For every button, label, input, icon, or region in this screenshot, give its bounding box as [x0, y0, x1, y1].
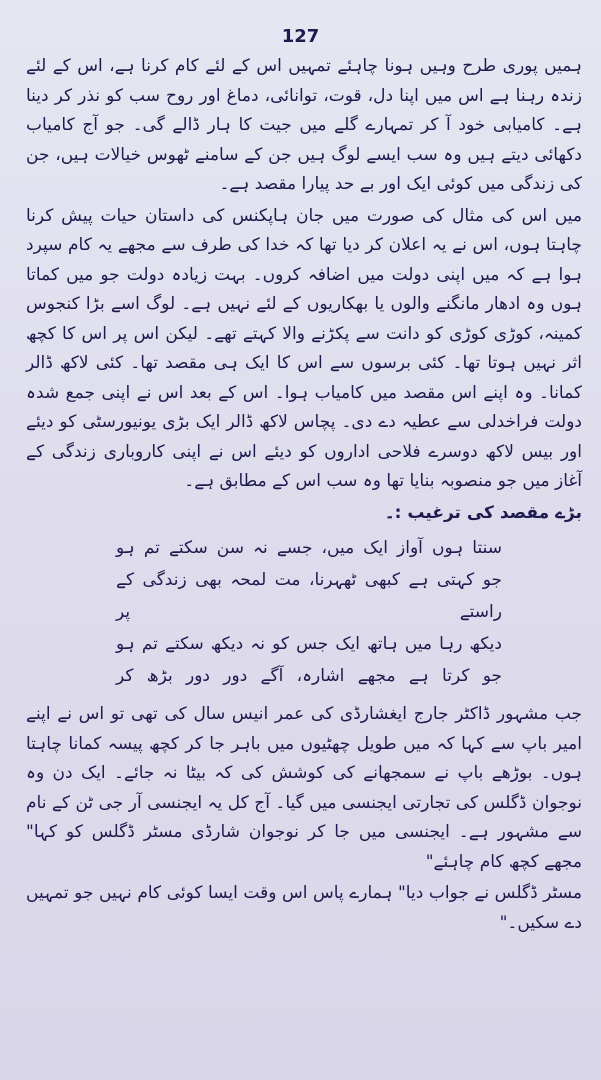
paragraph: میں اس کی مثال کی صورت میں جان ہاپکنس کی داستان حیات پیش کرنا چاہتا ہوں، اس نے یہ اعلان کر دیا تھا کہ خدا کی طرف سے مجھے یہ کام سپرد ہوا ہے کہ میں اپنی دولت میں اضافہ کروں۔ بہت زیادہ دولت جو میں کماتا ہوں وہ ادھار مانگنے والوں یا بھکاریوں کے لئے نہیں ہے۔ لوگ اسے بڑا کنجوس کمینہ، کوڑی کوڑی کو دانت سے پکڑنے والا کہتے تھے۔ لیکن اس پر اس کا کچھ اثر نہیں ہوتا تھا۔ کئی برسوں سے اس کا ایک ہی مقصد تھا۔ کئی لاکھ ڈالر کمانا۔ وہ اپنے اس مقصد میں کامیاب ہوا۔ اس کے بعد اس نے اپنی جمع شدہ دولت فراخدلی سے عطیہ دے دی۔ پچاس لاکھ ڈالر ایک بڑی یونیورسٹی کو دیئے اور بیس لاکھ دوسرے فلاحی اداروں کو دیئے اس نے اپنی کاروباری زندگی کے آغاز میں جو منصوبہ بنایا تھا وہ سب اس کے مطابق ہے۔ [26, 205, 582, 491]
poem-line: جو کہتی ہے کبھی ٹھہرنا، مت لمحہ بھی زندگی کے راستے پر [116, 570, 502, 622]
poem-line: سنتا ہوں آواز ایک میں، جسے نہ سن سکتے تم ہو [116, 538, 502, 558]
poem-line: جو کرتا ہے مجھے اشارہ، آگے دور دور بڑھ کر [116, 666, 502, 686]
paragraph: مسٹر ڈگلس نے جواب دیا" ہمارے پاس اس وقت ایسا کوئی کام نہیں جو تمہیں دے سکیں۔" [26, 883, 582, 933]
page-number: 127 [281, 26, 320, 47]
section-heading: بڑے مقصد کی ترغیب :۔ [384, 502, 582, 523]
poem-line: دیکھ رہا میں ہاتھ ایک جس کو نہ دیکھ سکتے تم ہو [116, 634, 502, 654]
poem [116, 532, 502, 692]
paragraph: جب مشہور ڈاکٹر جارج ایغشارڈی کی عمر انیس سال کی تھی تو اس نے اپنے امیر باپ سے کہا کہ میں طویل چھٹیوں میں باہر جا کر کچھ پیسہ کمانا چاہتا ہوں۔ بوڑھے باپ نے سمجھانے کی کوشش کی کہ بیٹا نہ جائے۔ ایک دن وہ نوجوان ڈگلس کی تجارتی ایجنسی میں گیا۔ آج کل یہ ایجنسی آر جی ٹن کے نام سے مشہور ہے۔ ایجنسی میں جا کر نوجوان شارڈی مسٹر ڈگلس کو کہا" مجھے کچھ کام چاہئے" [26, 704, 582, 872]
page-body [26, 52, 582, 940]
paragraph: ہمیں پوری طرح وہیں ہونا چاہئے تمہیں اس کے لئے کام کرنا ہے، اس کے لئے زندہ رہنا ہے اس میں اپنا دل، قوت، توانائی، دماغ اور روح سب کو نذر کر دینا ہے۔ کامیابی خود آ کر تمہارے گلے میں جیت کا ہار ڈالے گی۔ جو آج کامیاب دکھائی دیتے ہیں وہ سب ایسے لوگ ہیں جن کے سامنے ٹھوس خیالات ہیں، جن کی زندگی میں کوئی ایک اور بے حد پیارا مقصد ہے۔ [26, 56, 582, 194]
